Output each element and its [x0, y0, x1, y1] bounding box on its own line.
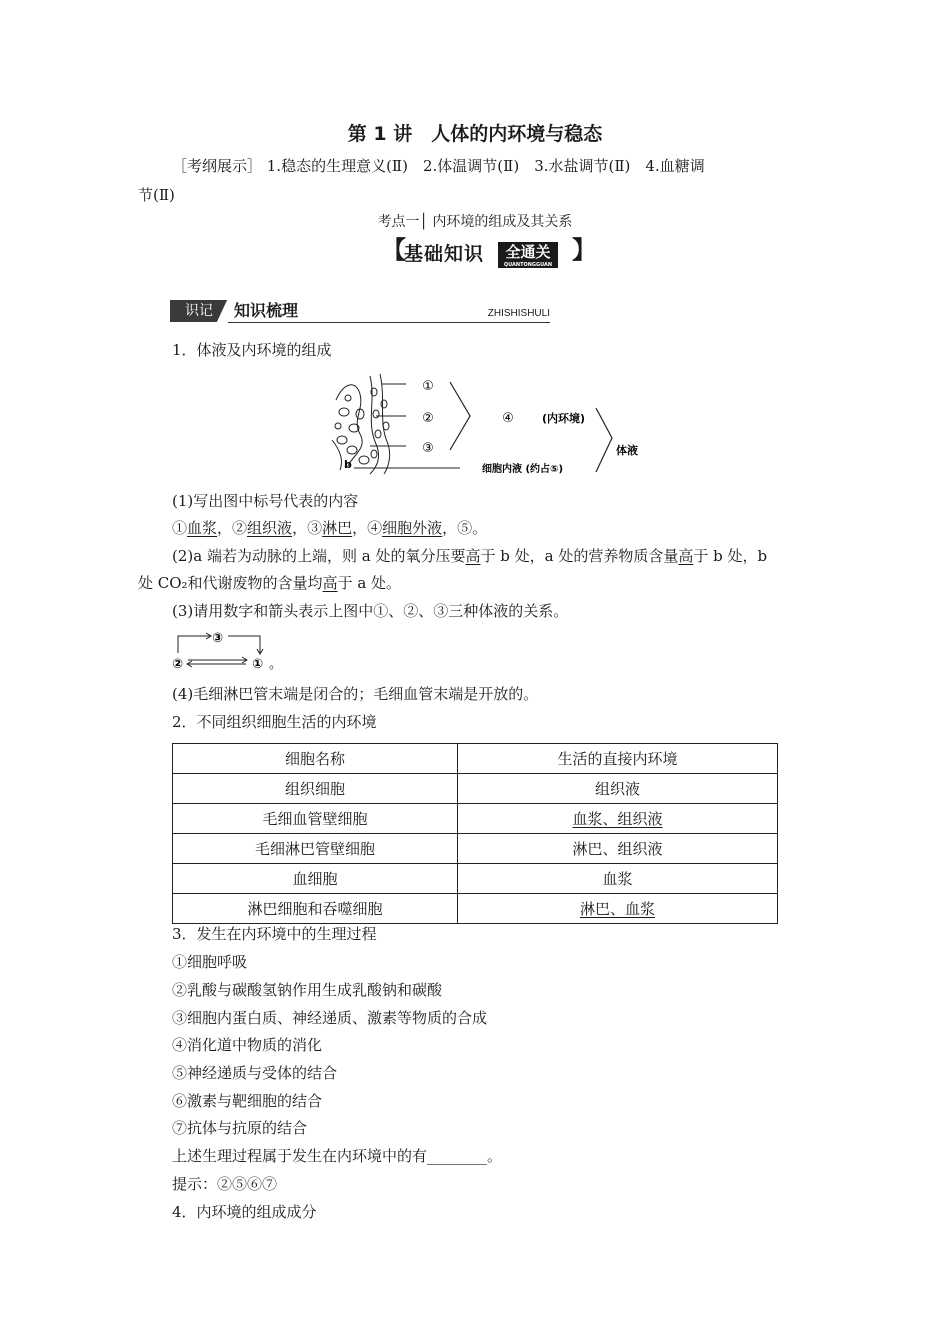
process-hint: 提示：②⑤⑥⑦	[172, 1175, 278, 1193]
outline-line-1: ［考纲展示］ 1.稳态的生理意义(Ⅱ) 2.体温调节(Ⅱ) 3.水盐调节(Ⅱ) 4.血糖调	[172, 157, 705, 175]
q2-text-2: 于 b 处，a 处的营养物质含量	[480, 547, 679, 565]
section-header	[170, 300, 550, 324]
process-item-7: ⑦抗体与抗原的结合	[172, 1119, 308, 1137]
q2-line-1	[172, 546, 767, 566]
q1-prefix: ①	[172, 519, 188, 537]
item4-heading: 4．内环境的组成成分	[172, 1203, 317, 1221]
q2-text-5: 于 a 处。	[337, 574, 402, 592]
process-item-2: ②乳酸与碳酸氢钠作用生成乳酸钠和碳酸	[172, 981, 443, 999]
rel-2: ②	[172, 657, 184, 672]
q2-answer-1: 高	[465, 547, 481, 565]
table-cell-env	[458, 804, 778, 834]
brace-inner	[450, 382, 470, 450]
q2-text-4: 处 CO₂和代谢废物的含量均	[138, 574, 323, 592]
label-1: ①	[422, 379, 434, 394]
q2-answer-2: 高	[678, 547, 694, 565]
brace-outer	[596, 408, 612, 472]
q3-prompt: (3)请用数字和箭头表示上图中①、②、③三种体液的关系。	[172, 602, 569, 620]
label-body-fluid: 体液	[616, 444, 638, 457]
process-item-6: ⑥激素与靶细胞的结合	[172, 1092, 323, 1110]
item1-heading: 1．体液及内环境的组成	[172, 341, 332, 359]
rel-3: ③	[212, 631, 224, 646]
q1-sep-1: ，②	[217, 519, 248, 537]
q2-text-1: (2)a 端若为动脉的上端，则 a 处的氧分压要	[172, 547, 466, 565]
outline-line-2: 节(Ⅱ)	[138, 186, 175, 204]
label-cell-fluid: 细胞内液 (约占⑤)	[482, 464, 564, 475]
table-row	[173, 834, 778, 864]
q2-answer-3: 高	[322, 574, 338, 592]
cell-environment-table	[172, 743, 778, 924]
section-underline	[228, 322, 550, 323]
table-row	[173, 864, 778, 894]
table-header-cell: 细胞名称	[173, 744, 458, 774]
table-cell-env: 组织液	[458, 774, 778, 804]
table-header-env: 生活的直接内环境	[458, 744, 778, 774]
banner-bracket-left: 【	[382, 236, 406, 264]
body-fluid-diagram	[330, 370, 638, 482]
q2-line-2	[138, 573, 401, 593]
label-b: b	[344, 458, 352, 471]
label-4: ④	[502, 411, 514, 426]
q1-sep-4: ，⑤。	[442, 519, 488, 537]
process-item-1: ①细胞呼吸	[172, 953, 248, 971]
process-item-3: ③细胞内蛋白质、神经递质、激素等物质的合成	[172, 1009, 488, 1027]
banner-jichu	[382, 236, 596, 272]
kaodian-heading: 考点一│ 内环境的组成及其关系	[377, 214, 573, 230]
q1-answer-4: 细胞外液	[382, 519, 443, 537]
label-inner-env: (内环境)	[542, 412, 586, 425]
banner-bracket-right: 】	[572, 236, 596, 264]
process-item-4: ④消化道中物质的消化	[172, 1036, 323, 1054]
rel-1: ①	[252, 657, 264, 672]
banner-sub: QUANTONGGUAN	[498, 262, 558, 268]
table-cell-name: 毛细血管壁细胞	[173, 804, 458, 834]
table-cell-env-answer: 淋巴、血浆	[579, 899, 655, 918]
q1-answer-2: 组织液	[247, 519, 293, 537]
rel-end: 。	[269, 657, 283, 672]
q1-answer-3: 淋巴	[322, 519, 353, 537]
q1-answer-1: 血浆	[187, 519, 218, 537]
table-row	[173, 774, 778, 804]
fluid-relation-diagram	[170, 627, 283, 673]
process-item-5: ⑤神经递质与受体的结合	[172, 1064, 338, 1082]
table-cell-name: 淋巴细胞和吞噬细胞	[173, 894, 458, 924]
table-cell-env: 血浆	[458, 864, 778, 894]
table-row	[173, 804, 778, 834]
q2-text-3: 于 b 处，b	[693, 547, 768, 565]
q1-answer	[172, 518, 487, 538]
table-cell-name: 血细胞	[173, 864, 458, 894]
table-row	[173, 894, 778, 924]
table-cell-env-answer: 血浆、组织液	[572, 809, 663, 828]
q1-sep-3: ，④	[352, 519, 383, 537]
section-name: 知识梳理	[234, 301, 299, 320]
banner-box: 全通关	[498, 242, 558, 268]
page-title: 第 1 讲 人体的内环境与稳态	[347, 123, 603, 145]
item2-heading: 2．不同组织细胞生活的内环境	[172, 713, 377, 731]
table-header-row	[173, 744, 778, 774]
label-3: ③	[422, 441, 434, 456]
item3-heading: 3．发生在内环境中的生理过程	[172, 925, 377, 943]
process-question: 上述生理过程属于发生在内环境中的有________。	[172, 1147, 503, 1165]
banner-main: 基础知识	[404, 243, 485, 265]
section-pinyin: ZHISHISHULI	[487, 308, 550, 319]
q1-prompt: (1)写出图中标号代表的内容	[172, 492, 359, 510]
label-2: ②	[422, 411, 434, 426]
pointer-lines	[354, 384, 460, 468]
q4-text: (4)毛细淋巴管末端是闭合的；毛细血管末端是开放的。	[172, 685, 539, 703]
section-tag: 识记	[170, 300, 228, 322]
tissue-illustration	[332, 374, 390, 474]
table-cell-env: 淋巴、组织液	[458, 834, 778, 864]
q1-sep-2: ，③	[292, 519, 323, 537]
table-cell-name: 毛细淋巴管壁细胞	[173, 834, 458, 864]
table-cell-name: 组织细胞	[173, 774, 458, 804]
table-cell-env	[458, 894, 778, 924]
